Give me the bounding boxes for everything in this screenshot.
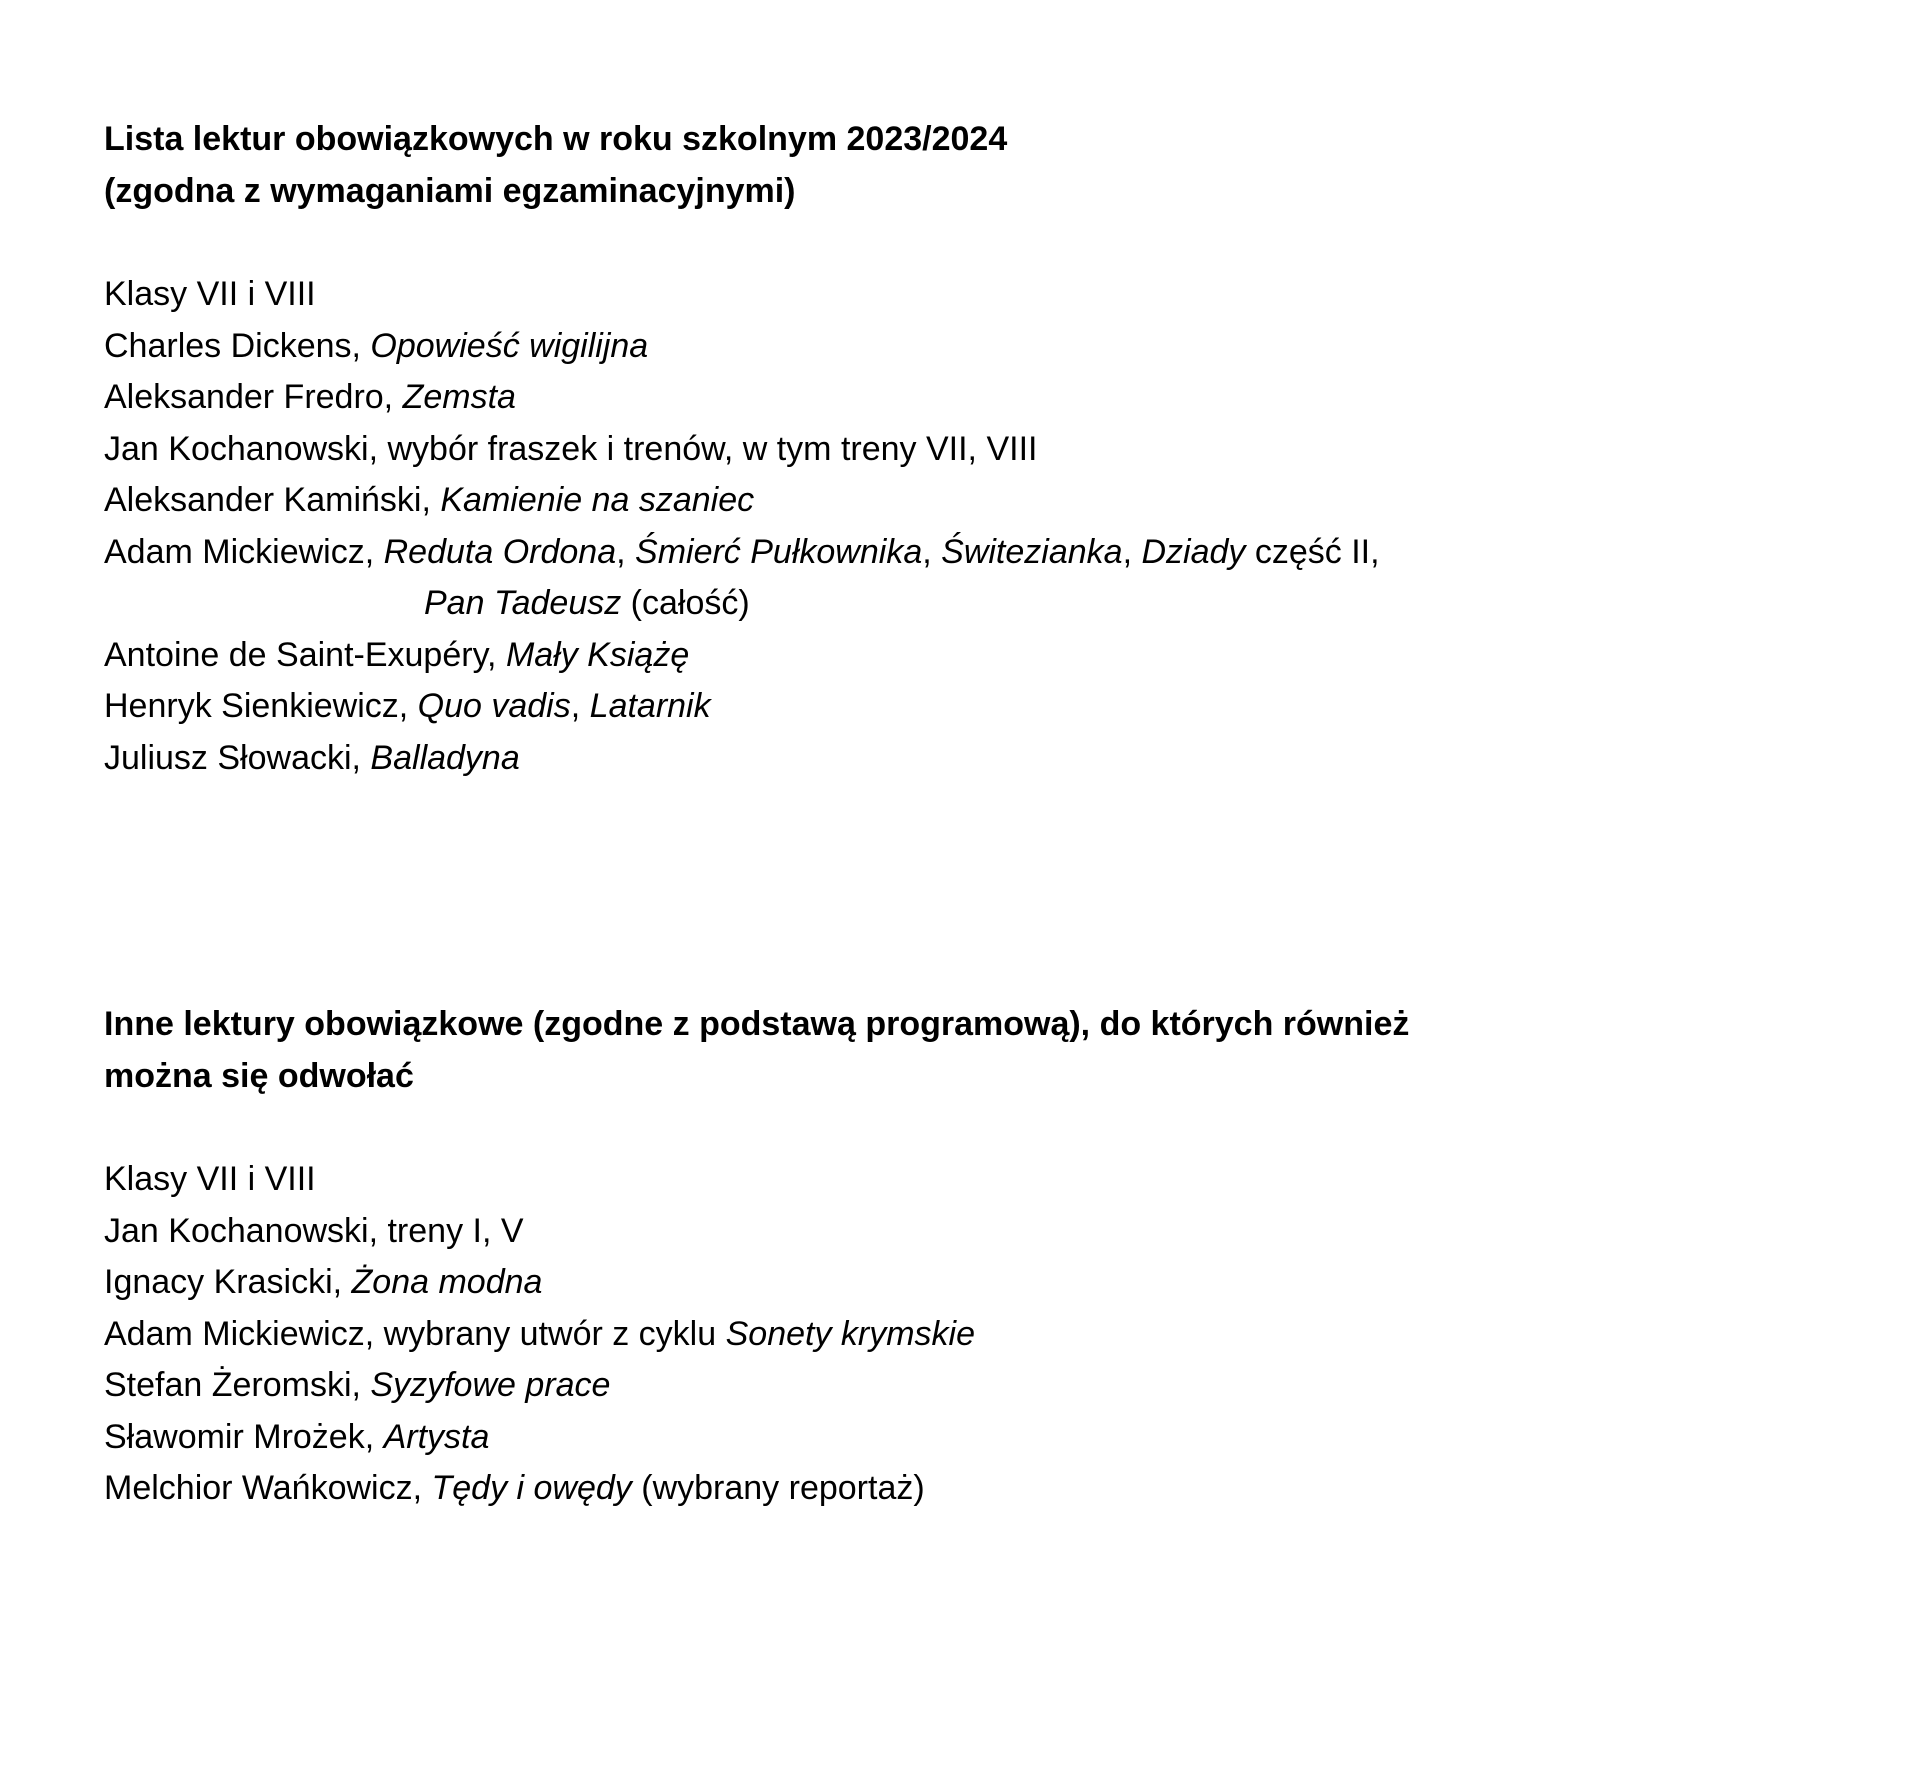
title: Zemsta <box>402 378 516 416</box>
title: Świtezianka <box>941 532 1123 571</box>
author: Henryk Sienkiewicz, <box>104 687 418 725</box>
list-item <box>104 681 1784 733</box>
author: Adam Mickiewicz, <box>104 532 384 571</box>
heading-line: (zgodna z wymaganiami egzaminacyjnymi) <box>104 172 796 210</box>
author: Ignacy Krasicki, <box>104 1263 352 1301</box>
separator: , <box>570 687 590 725</box>
title: Mały Książę <box>505 635 690 674</box>
list-item <box>104 1463 1784 1515</box>
title: Sonety krymskie <box>725 1314 976 1353</box>
list-item <box>104 733 1784 785</box>
author: Melchior Wańkowicz, <box>104 1469 432 1507</box>
author: Jan Kochanowski, wybór fraszek i trenów, w tym treny VII, VIII <box>104 429 1038 468</box>
title: Dziady <box>1141 532 1246 571</box>
separator: , <box>1122 532 1142 571</box>
title: Tędy i owędy <box>431 1469 632 1507</box>
reading-list <box>104 269 1784 784</box>
list-item <box>104 372 1784 424</box>
heading-line: Inne lektury obowiązkowe (zgodne z podstawą programową), do których również <box>104 1005 1410 1043</box>
author: Sławomir Mrożek, <box>104 1417 384 1456</box>
other-reading-section <box>104 998 1784 1515</box>
mandatory-reading-section <box>104 113 1784 784</box>
title: Artysta <box>383 1417 490 1456</box>
list-item <box>104 424 1784 476</box>
section-heading <box>104 113 1784 217</box>
author: Antoine de Saint-Exupéry, <box>104 635 506 674</box>
author: Juliusz Słowacki, <box>104 738 371 777</box>
note: (wybrany reportaż) <box>631 1469 925 1507</box>
list-item <box>104 475 1784 527</box>
title: Syzyfowe prace <box>370 1366 611 1404</box>
note: część II, <box>1245 532 1380 571</box>
list-item <box>104 1412 1784 1464</box>
reading-list <box>104 1154 1784 1515</box>
author: Jan Kochanowski, treny I, V <box>104 1211 524 1250</box>
note: (całość) <box>621 584 750 622</box>
author: Aleksander Fredro, <box>104 378 403 416</box>
list-item <box>104 630 1784 682</box>
list-item <box>104 1360 1784 1412</box>
author: Aleksander Kamiński, <box>104 481 441 519</box>
list-item <box>104 1309 1784 1361</box>
title: Balladyna <box>370 738 520 777</box>
separator: , <box>616 532 636 571</box>
author: Stefan Żeromski, <box>104 1366 371 1404</box>
section-heading <box>104 998 1784 1102</box>
list-item-continuation <box>104 578 1784 630</box>
list-item <box>104 321 1784 373</box>
title: Opowieść wigilijna <box>370 326 649 365</box>
heading-line: Lista lektur obowiązkowych w roku szkolnym 2023/2024 <box>104 120 1008 158</box>
title: Kamienie na szaniec <box>440 481 755 519</box>
author: Adam Mickiewicz, wybrany utwór z cyklu <box>104 1314 726 1353</box>
heading-line: można się odwołać <box>104 1057 414 1095</box>
list-item <box>104 1257 1784 1309</box>
title: Śmierć Pułkownika <box>635 532 923 571</box>
author: Charles Dickens, <box>104 326 371 365</box>
title: Latarnik <box>589 687 711 725</box>
list-item <box>104 527 1784 579</box>
separator: , <box>922 532 942 571</box>
class-label: Klasy VII i VIII <box>104 1160 316 1198</box>
list-item <box>104 1206 1784 1258</box>
class-label: Klasy VII i VIII <box>104 275 316 313</box>
title: Quo vadis <box>417 687 571 725</box>
title: Reduta Ordona <box>383 532 617 571</box>
title: Pan Tadeusz <box>424 584 622 622</box>
title: Żona modna <box>351 1263 543 1301</box>
